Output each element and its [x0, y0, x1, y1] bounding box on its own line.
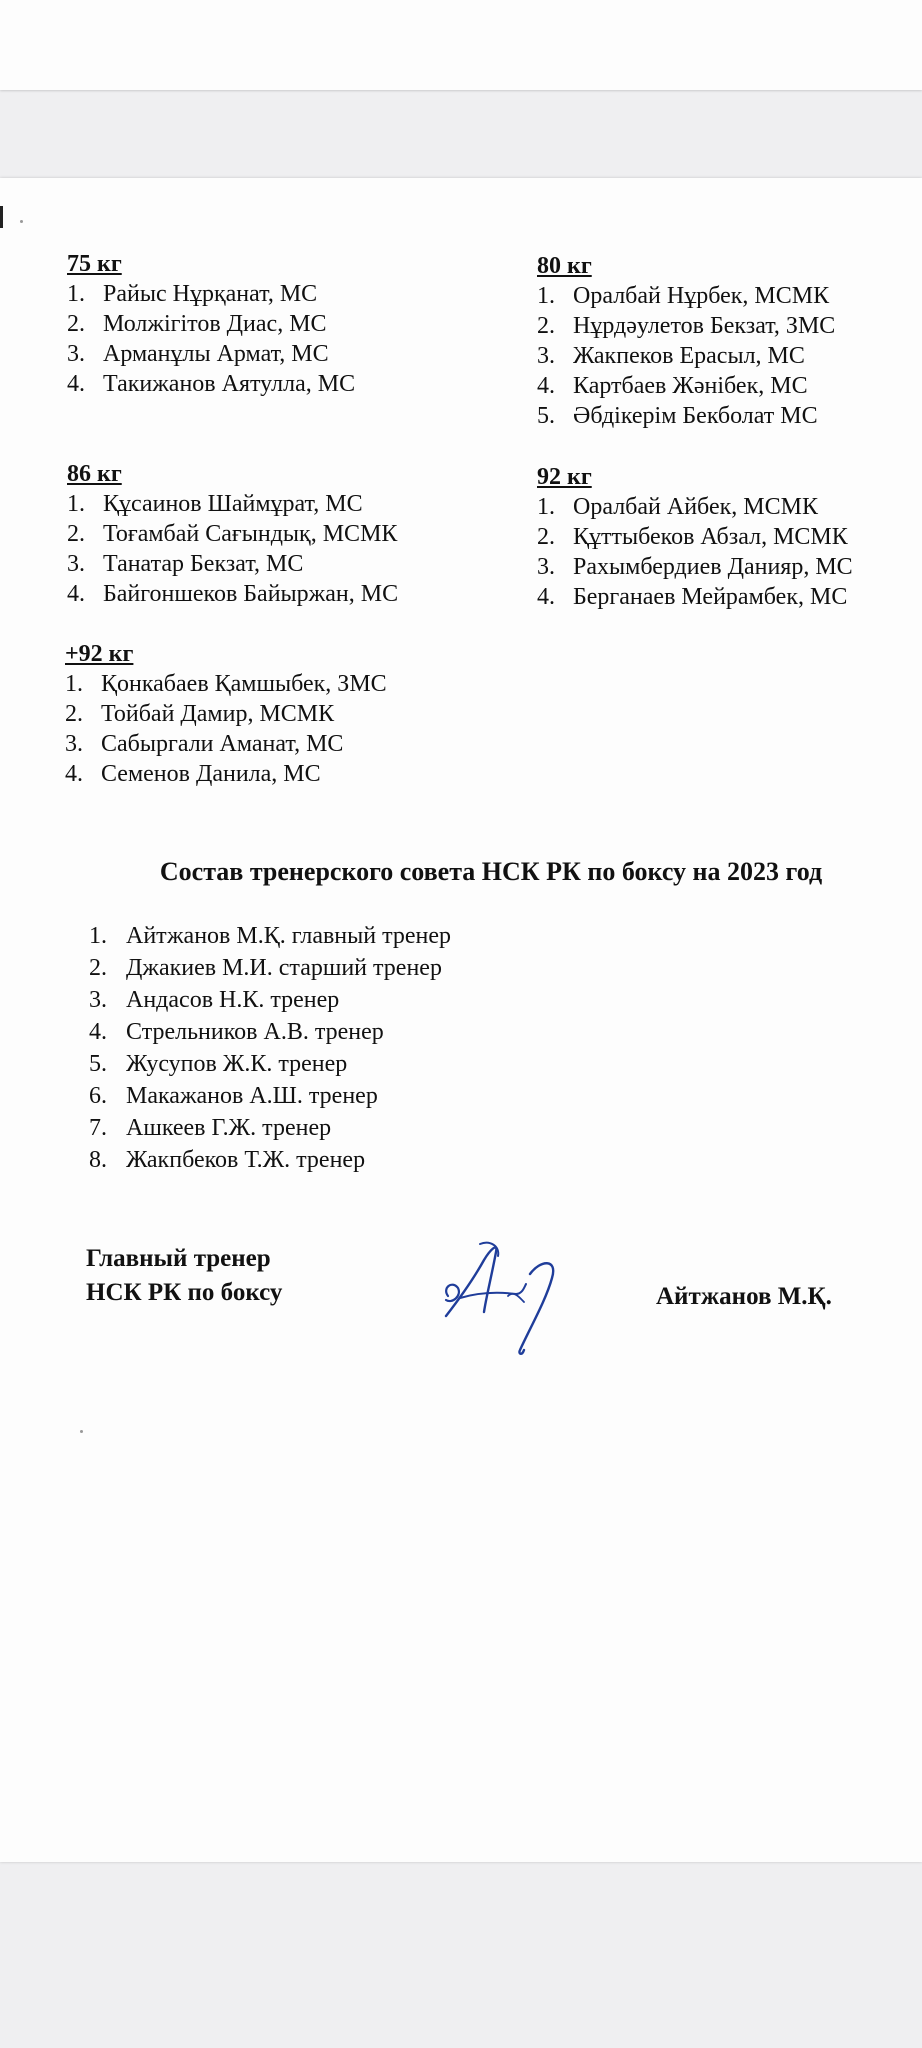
list-item: 1. Райыс Нұрқанат, МС — [67, 281, 318, 307]
list-item: 4. Картбаев Жәнібек, МС — [537, 373, 808, 399]
list-item: 2. Құттыбеков Абзал, МСМК — [537, 524, 848, 550]
weight-class-heading: +92 кг — [65, 641, 134, 667]
list-item: 4. Берганаев Мейрамбек, МС — [537, 584, 848, 610]
list-item: 1. Оралбай Айбек, МСМК — [537, 494, 818, 520]
list-item: 1. Оралбай Нұрбек, МСМК — [537, 283, 830, 309]
weight-group-plus-92 — [65, 640, 387, 789]
list-item: 2. Нұрдәулетов Бекзат, ЗМС — [537, 313, 836, 339]
scan-edge-mark — [0, 206, 3, 228]
weight-group-86 — [67, 460, 398, 609]
list-item: 2. Джакиев М.И. старший тренер — [89, 955, 442, 981]
list-item: 3. Сабыргали Аманат, МС — [65, 731, 344, 757]
list-item: 8. Жакпбеков Т.Ж. тренер — [89, 1147, 366, 1173]
list-item: 1. Құсаинов Шаймұрат, МС — [67, 491, 363, 517]
list-item: 2. Тоғамбай Сағындық, МСМК — [67, 521, 398, 547]
list-item: 2. Молжігітов Диас, МС — [67, 311, 327, 337]
list-item: 4. Стрельников А.В. тренер — [89, 1019, 384, 1045]
position-line: НСК РК по боксу — [86, 1279, 283, 1306]
council-title: Состав тренерского совета НСК РК по боксу на 2023 год — [159, 857, 823, 886]
scan-speck — [80, 1430, 83, 1433]
list-item: 1. Қонкабаев Қамшыбек, ЗМС — [65, 671, 387, 697]
weight-class-heading: 75 кг — [67, 251, 122, 277]
list-item: 3. Танатар Бекзат, МС — [67, 551, 304, 577]
signatory-position — [86, 1242, 282, 1310]
handwritten-signature — [440, 1238, 570, 1360]
list-item: 7. Ашкеев Г.Ж. тренер — [89, 1115, 332, 1141]
list-item: 3. Рахымбердиев Данияр, МС — [537, 554, 853, 580]
weight-group-92 — [537, 463, 853, 612]
weight-group-75 — [67, 250, 355, 399]
list-item: 4. Такижанов Аятулла, МС — [67, 371, 356, 397]
position-line: Главный тренер — [86, 1245, 271, 1272]
list-item: 5. Әбдікерім Бекболат МС — [537, 403, 818, 429]
weight-class-heading: 86 кг — [67, 461, 122, 487]
list-item: 3. Жакпеков Ерасыл, МС — [537, 343, 805, 369]
weight-group-80 — [537, 252, 835, 431]
list-item: 4. Семенов Данила, МС — [65, 761, 321, 787]
weight-class-heading: 92 кг — [537, 464, 592, 490]
list-item: 4. Байгоншеков Байыржан, МС — [67, 581, 399, 607]
signatory-name: Айтжанов М.Қ. — [656, 1283, 832, 1310]
list-item: 2. Тойбай Дамир, МСМК — [65, 701, 335, 727]
scan-speck — [20, 220, 23, 223]
list-item: 3. Арманұлы Армат, МС — [67, 341, 329, 367]
previous-page — [0, 0, 922, 90]
list-item: 6. Макажанов А.Ш. тренер — [89, 1083, 378, 1109]
weight-class-heading: 80 кг — [537, 253, 592, 279]
list-item: 1. Айтжанов М.Қ. главный тренер — [89, 923, 452, 949]
council-list-block — [89, 920, 451, 1176]
list-item: 5. Жусупов Ж.К. тренер — [89, 1051, 348, 1077]
list-item: 3. Андасов Н.К. тренер — [89, 987, 340, 1013]
